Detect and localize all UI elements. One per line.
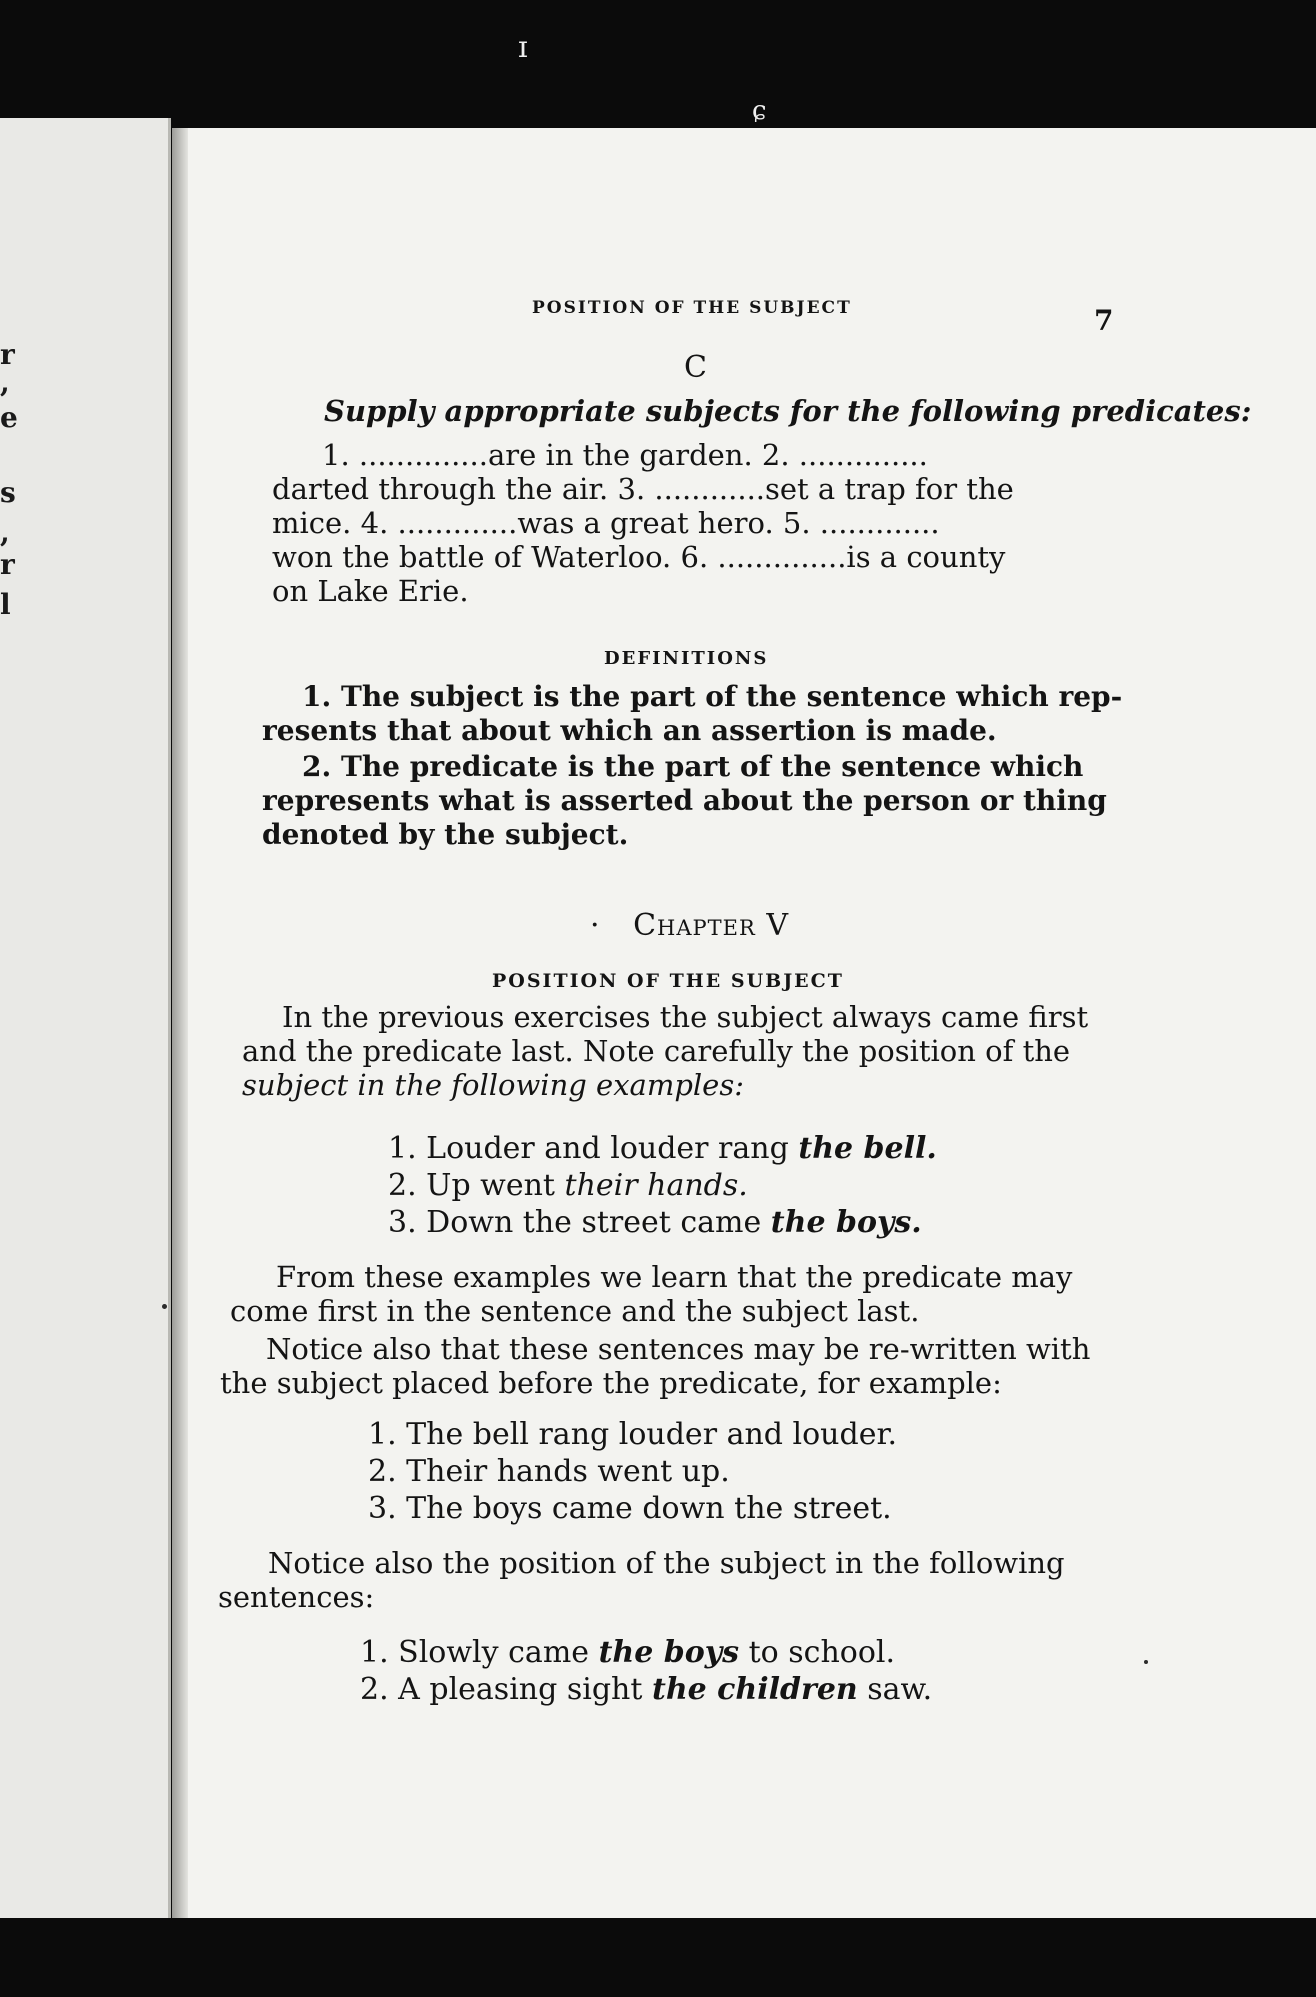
definition-1 — [262, 680, 1202, 748]
definitions-heading: DEFINITIONS — [604, 648, 769, 669]
page-speck — [162, 1304, 167, 1309]
intro-line: and the predicate last. Note carefully the position of the — [242, 1034, 1071, 1068]
edge-letter: , — [0, 366, 10, 399]
intro-line: subject in the following examples: — [242, 1068, 744, 1102]
edge-letter: r — [0, 548, 15, 581]
edge-letter: s — [0, 476, 16, 509]
gutter-shadow — [172, 128, 188, 1918]
intro-line: In the previous exercises the subject always came first — [282, 1000, 1089, 1034]
example-item — [360, 1671, 932, 1708]
example-plain: 2. A pleasing sight — [360, 1672, 652, 1707]
example-item: 3. The boys came down the street. — [368, 1491, 892, 1526]
example-subject: the children — [651, 1672, 858, 1707]
facing-page-edge — [0, 118, 171, 1918]
example-plain: 1. Louder and louder rang — [388, 1131, 799, 1166]
exercise-line: won the battle of Waterloo. 6. ..............is a county — [272, 540, 1006, 574]
definition-line: 2. The predicate is the part of the sentence which — [302, 750, 1084, 783]
edge-letter: , — [0, 516, 10, 549]
examples-3 — [360, 1634, 932, 1708]
exercise-line: 1. ..............are in the garden. 2. .............. — [322, 438, 928, 472]
para-line: From these examples we learn that the predicate may — [276, 1260, 1073, 1294]
example-item: 1. The bell rang louder and louder. — [368, 1417, 898, 1452]
example-plain: 3. Down the street came — [388, 1205, 771, 1240]
book-page — [172, 128, 1316, 1918]
section-letter: C — [684, 350, 707, 385]
para-line: sentences: — [218, 1580, 375, 1614]
paragraph-3 — [220, 1332, 1210, 1400]
example-item — [388, 1130, 937, 1167]
examples-2 — [368, 1416, 897, 1527]
para-line: the subject placed before the predicate, for example: — [220, 1366, 1002, 1400]
intro-paragraph — [242, 1000, 1202, 1102]
exercise-text — [272, 438, 1192, 608]
example-subject: their hands. — [564, 1168, 748, 1203]
exercise-instruction: Supply appropriate subjects for the following predicates: — [324, 394, 1252, 428]
examples-1 — [388, 1130, 937, 1241]
chapter-heading-text: Chapter V — [633, 908, 790, 943]
example-item — [388, 1167, 937, 1204]
para-line: come first in the sentence and the subject last. — [230, 1294, 920, 1328]
definition-line: denoted by the subject. — [262, 818, 629, 851]
top-scan-mark: ɪ — [518, 30, 528, 65]
definition-line: resents that about which an assertion is made. — [262, 714, 997, 747]
example-plain: saw. — [857, 1672, 933, 1707]
example-plain: to school. — [739, 1635, 896, 1670]
example-subject: the boys. — [770, 1205, 922, 1240]
exercise-line: on Lake Erie. — [272, 574, 469, 608]
example-item — [360, 1634, 932, 1671]
exercise-line: mice. 4. .............was a great hero. 5. ............. — [272, 506, 940, 540]
chapter-subheading: POSITION OF THE SUBJECT — [492, 970, 844, 992]
edge-letter: l — [0, 588, 11, 621]
definition-line: 1. The subject is the part of the sentence which rep- — [302, 680, 1123, 713]
definition-line: represents what is asserted about the person or thing — [262, 784, 1107, 817]
exercise-line: darted through the air. 3. ............set a trap for the — [272, 472, 1014, 506]
example-plain: 2. Up went — [388, 1168, 565, 1203]
example-item — [388, 1204, 937, 1241]
edge-letter: r — [0, 338, 15, 371]
chapter-heading — [590, 908, 789, 943]
definition-2 — [262, 750, 1202, 852]
page-speck — [1144, 1660, 1148, 1664]
para-line: Notice also that these sentences may be re-written with — [266, 1332, 1091, 1366]
example-subject: the boys — [598, 1635, 740, 1670]
example-subject: the bell. — [798, 1131, 937, 1166]
chapter-heading-dot: · — [590, 908, 601, 943]
page-number: 7 — [1094, 304, 1114, 337]
paragraph-4 — [218, 1546, 1208, 1614]
example-plain: 1. Slowly came — [360, 1635, 599, 1670]
para-line: Notice also the position of the subject in the following — [268, 1546, 1065, 1580]
example-item: 2. Their hands went up. — [368, 1454, 730, 1489]
top-scan-mark-2: ɕ — [752, 96, 767, 126]
paragraph-2 — [230, 1260, 1210, 1328]
edge-letter: e — [0, 401, 18, 434]
running-head: POSITION OF THE SUBJECT — [532, 298, 852, 318]
